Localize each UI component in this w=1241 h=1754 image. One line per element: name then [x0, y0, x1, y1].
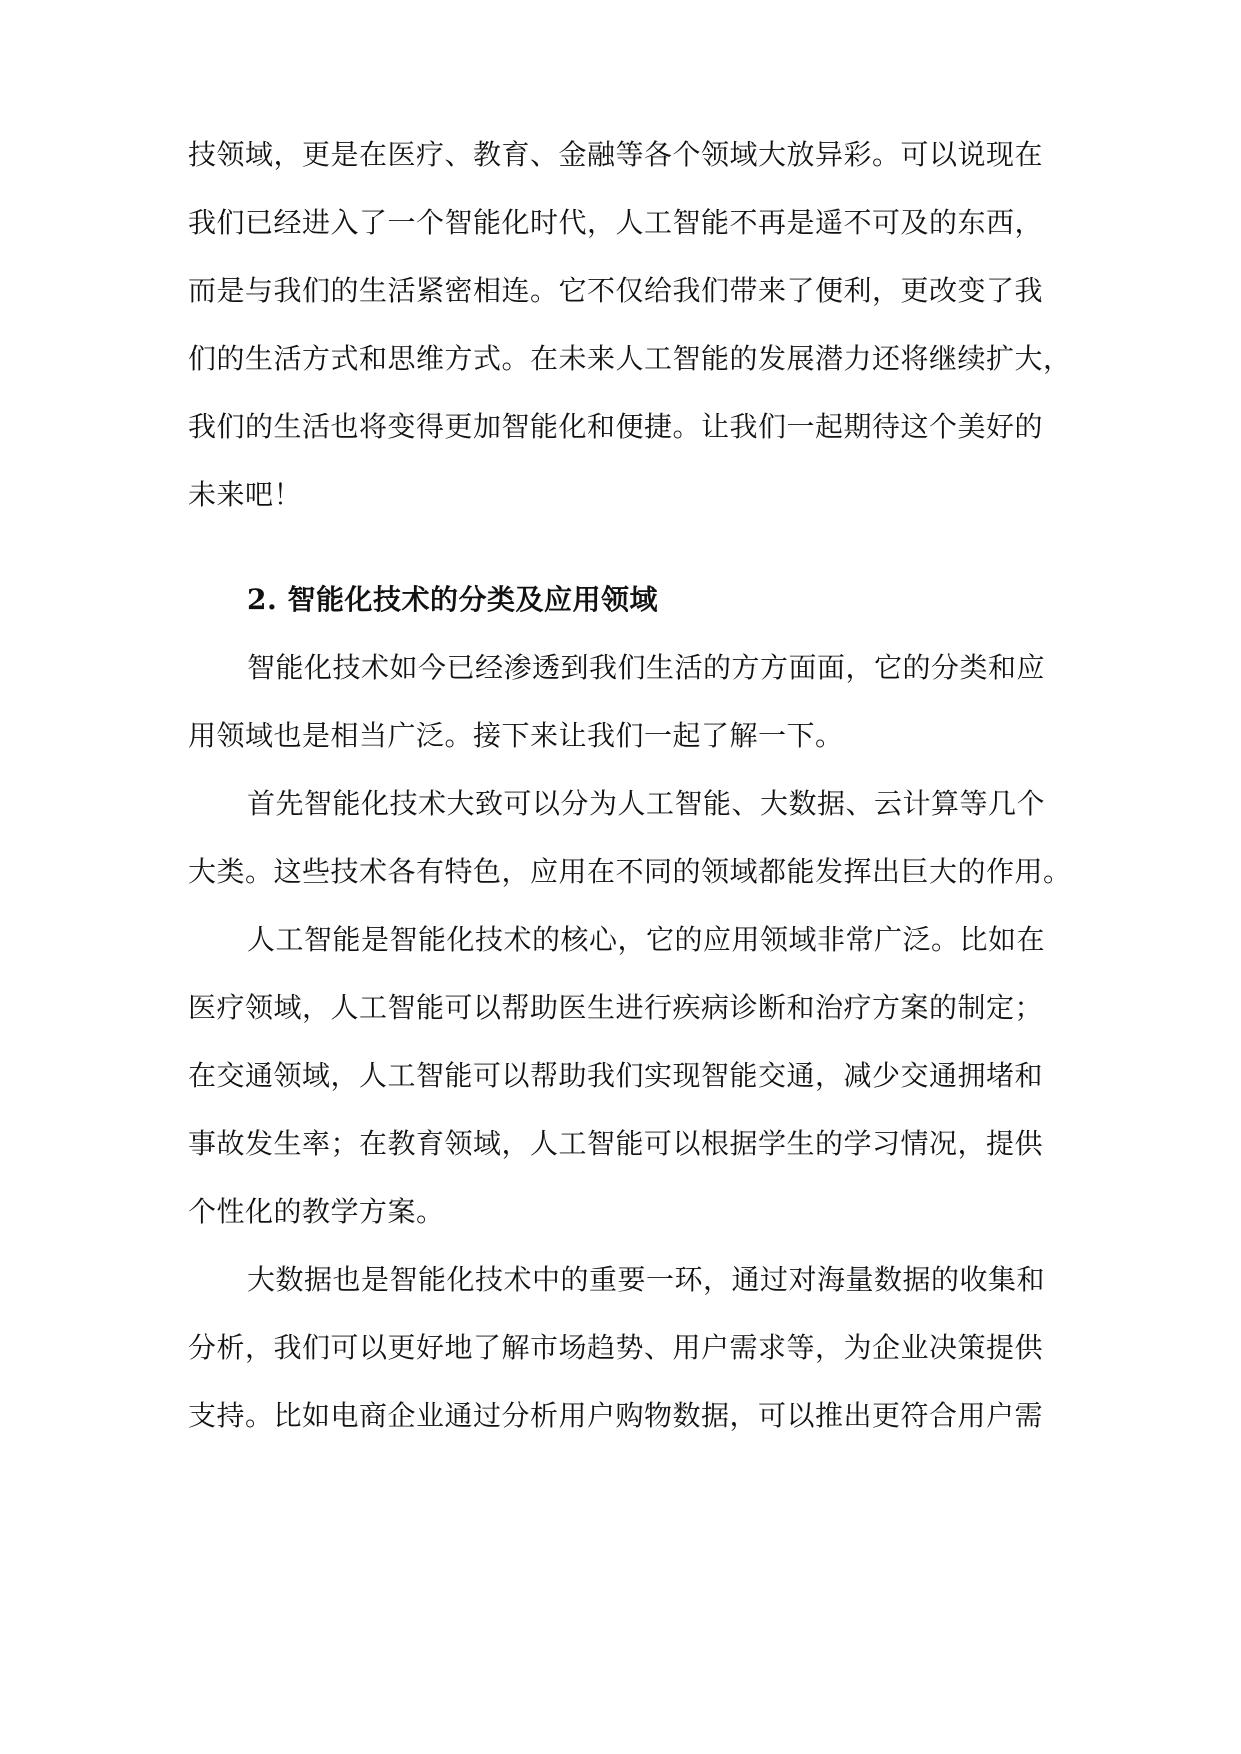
paragraph-3-line-3: 在交通领域，人工智能可以帮助我们实现智能交通，减少交通拥堵和 — [188, 1059, 1044, 1092]
paragraph-3-line-2: 医疗领域，人工智能可以帮助医生进行疾病诊断和治疗方案的制定； — [188, 991, 1044, 1024]
section-heading: 2. 智能化技术的分类及应用领域 — [247, 583, 658, 616]
paragraph-2-line-2: 大类。这些技术各有特色，应用在不同的领域都能发挥出巨大的作用。 — [188, 855, 1072, 888]
paragraph-1-line-1: 智能化技术如今已经渗透到我们生活的方方面面，它的分类和应 — [247, 651, 1046, 684]
intro-line-5: 我们的生活也将变得更加智能化和便捷。让我们一起期待这个美好的 — [188, 410, 1044, 443]
paragraph-3-line-4: 事故发生率；在教育领域，人工智能可以根据学生的学习情况，提供 — [188, 1127, 1044, 1160]
paragraph-1-line-2: 用领域也是相当广泛。接下来让我们一起了解一下。 — [188, 719, 844, 752]
paragraph-4-line-2: 分析，我们可以更好地了解市场趋势、用户需求等，为企业决策提供 — [188, 1331, 1044, 1364]
intro-line-2: 我们已经进入了一个智能化时代，人工智能不再是遥不可及的东西， — [188, 206, 1044, 239]
paragraph-3-line-1: 人工智能是智能化技术的核心，它的应用领域非常广泛。比如在 — [247, 923, 1046, 956]
intro-line-6: 未来吧！ — [188, 478, 303, 511]
paragraph-2-line-1: 首先智能化技术大致可以分为人工智能、大数据、云计算等几个 — [247, 787, 1046, 820]
intro-line-1: 技领域，更是在医疗、教育、金融等各个领域大放异彩。可以说现在 — [188, 138, 1044, 171]
intro-line-4: 们的生活方式和思维方式。在未来人工智能的发展潜力还将继续扩大， — [188, 342, 1072, 375]
paragraph-4-line-1: 大数据也是智能化技术中的重要一环，通过对海量数据的收集和 — [247, 1263, 1046, 1296]
paragraph-3-line-5: 个性化的教学方案。 — [188, 1195, 445, 1228]
intro-line-3: 而是与我们的生活紧密相连。它不仅给我们带来了便利，更改变了我 — [188, 274, 1044, 307]
paragraph-4-line-3: 支持。比如电商企业通过分析用户购物数据，可以推出更符合用户需 — [188, 1399, 1044, 1432]
